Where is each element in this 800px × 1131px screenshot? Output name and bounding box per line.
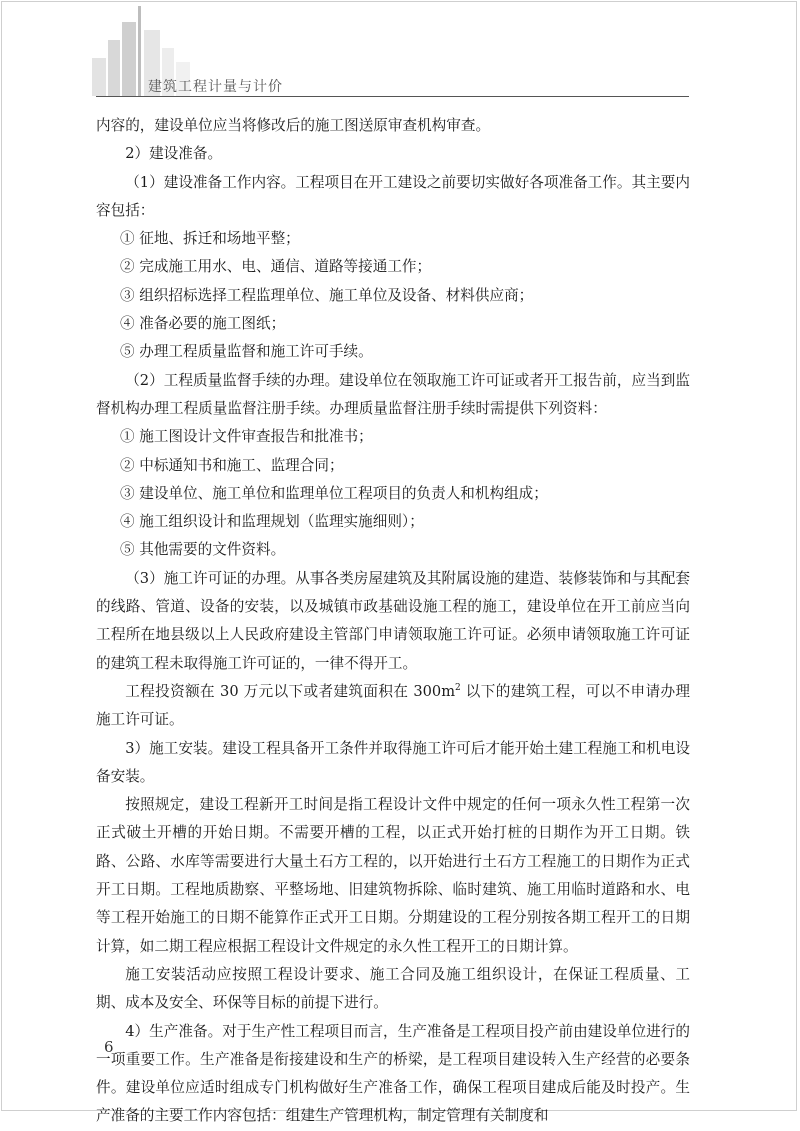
list-item: ③ 组织招标选择工程监理单位、施工单位及设备、材料供应商； <box>120 286 534 304</box>
paragraph <box>96 678 690 735</box>
paragraph: （2）工程质量监督手续的办理。建设单位在领取施工许可证或者开工报告前，应当到监督机构办理工程质量监督注册手续。办理质量监督注册手续时需提供下列资料： <box>96 371 690 417</box>
list-item: ① 施工图设计文件审查报告和批准书； <box>120 428 373 446</box>
paragraph: 4）生产准备。对于生产性工程项目而言，生产准备是工程项目投产前由建设单位进行的一项重要工作。生产准备是衔接建设和生产的桥梁，是工程项目建设转入生产经营的必要条件。建设单位应适时组成专门机构做好生产准备工作，确保工程项目建成后能及时投产。生产准备的主要工作内容包括：组建生产管理机构，制定管理有关制度和 <box>96 1022 690 1125</box>
section-heading: 3）施工安装。建设工程具备开工条件并取得施工许可后才能开始土建工程施工和机电设备安装。 <box>96 739 690 785</box>
superscript: 2 <box>455 683 461 694</box>
paragraph: 按照规定，建设工程新开工时间是指工程设计文件中规定的任何一项永久性工程第一次正式破土开槽的开始日期。不需要开槽的工程，以正式开始打桩的日期作为开工日期。铁路、公路、水库等需要进行大量土石方工程的，以开始进行土石方工程施工的日期作为正式开工日期。工程地质勘察、平整场地、旧建筑物拆除、临时建筑、施工用临时道路和水、电等工程开始施工的日期不能算作正式开工日期。分期建设的工程分别按各期工程开工的日期计算，如二期工程应根据工程设计文件规定的永久性工程开工的日期计算。 <box>96 796 690 955</box>
section-heading: 2）建设准备。 <box>125 145 223 163</box>
list-item: ① 征地、拆迁和场地平整； <box>120 230 300 248</box>
list-item: ⑤ 办理工程质量监督和施工许可手续。 <box>120 343 373 361</box>
list-item: ② 完成施工用水、电、通信、道路等接通工作； <box>120 258 432 276</box>
list-item: ⑤ 其他需要的文件资料。 <box>120 541 286 559</box>
list-item: ④ 准备必要的施工图纸； <box>120 315 286 333</box>
paragraph: 内容的，建设单位应当将修改后的施工图送原审查机构审查。 <box>96 117 491 134</box>
list-item: ④ 施工组织设计和监理规划（监理实施细则）； <box>120 513 424 531</box>
page-body <box>96 112 690 1131</box>
text-span: 工程投资额在 30 万元以下或者建筑面积在 300m <box>125 682 456 700</box>
paragraph: （1）建设准备工作内容。工程项目在开工建设之前要切实做好各项准备工作。其主要内容包括： <box>96 173 690 219</box>
page-number: 6 <box>104 1038 114 1056</box>
list-item: ③ 建设单位、施工单位和监理单位工程项目的负责人和机构组成； <box>120 484 548 502</box>
paragraph: 施工安装活动应按照工程设计要求、施工合同及施工组织设计，在保证工程质量、工期、成本及安全、环保等目标的前提下进行。 <box>96 965 690 1012</box>
list-item: ② 中标通知书和施工、监理合同； <box>120 456 344 474</box>
header-divider <box>96 96 689 97</box>
paragraph: （3）施工许可证的办理。从事各类房屋建筑及其附属设施的建造、装修装饰和与其配套的线路、管道、设备的安装，以及城镇市政基础设施工程的施工，建设单位在开工前应当向工程所在地县级以上人民政府建设主管部门申请领取施工许可证。必须申请领取施工许可证的建筑工程未取得施工许可证的，一律不得开工。 <box>96 569 690 672</box>
running-header-title: 建筑工程计量与计价 <box>148 79 283 95</box>
text-span: 以下的建筑工程，可以不申请办理施工许可证。 <box>96 682 691 729</box>
